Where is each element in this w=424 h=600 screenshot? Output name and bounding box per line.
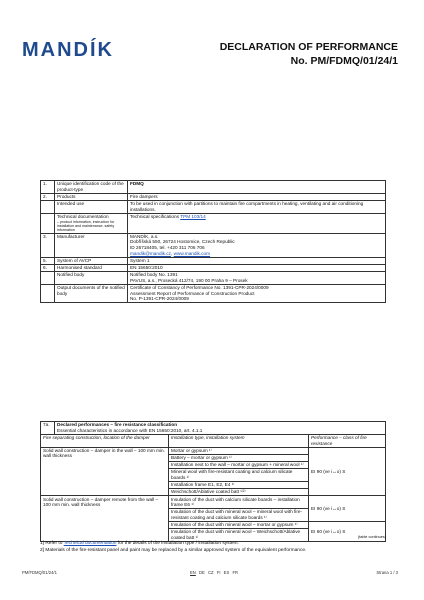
page-number: Strana 1 / 3 [376, 570, 398, 575]
section-title: Declared performances – fire resistance classification [57, 422, 178, 428]
tech-spec-text: Technical specifications [130, 214, 181, 220]
row-value: EN 15650:2010 [128, 264, 386, 271]
row-value [128, 233, 386, 257]
row-label: Notified body [55, 271, 128, 284]
document-number: No. PM/FDMQ/01/24/1 [290, 55, 398, 67]
installation-type: Mortar or gypsum ¹⁾ [169, 447, 309, 454]
lang-link-en[interactable]: EN [190, 570, 196, 575]
technical-documentation-link[interactable]: Technical documentation [63, 541, 117, 546]
installation-type: Installation frame E1, E2, E4 ¹⁾ [169, 481, 309, 488]
table-row [41, 257, 386, 264]
section-subtitle: Essential characteristics in accordance with EN 15650:2010, art. 4.1.1 [57, 427, 203, 433]
row-value: Fire dampers [128, 193, 386, 200]
footnote-2: 2] Materials of the fire-resistant panel and paint may be replaced by a similar approved system of the equivalent performance. [40, 548, 307, 553]
performance-class: EI 60 (ve i↔o) S [309, 521, 386, 541]
lang-link-fi[interactable]: FI [216, 570, 221, 575]
section-number: 7a. [41, 422, 55, 435]
row-number [41, 284, 55, 302]
row-value: FDMQ [128, 181, 386, 194]
table-row [41, 233, 386, 257]
performance-class: EI 90 (ve i↔o) S [309, 447, 386, 496]
group-label: Solid wall construction – damper in the wall – 100 mm min. wall thickness [41, 447, 169, 496]
table-row [41, 271, 386, 284]
language-links [190, 570, 240, 575]
row-label: System of AVCP [55, 257, 128, 264]
row-number [41, 213, 55, 233]
column-header-installation: Installation type, installation system [169, 434, 309, 447]
row-label: Harmonised standard [55, 264, 128, 271]
installation-type: Insulation of the duct with calcium silicate boards – installation frame E6 ¹⁾ [169, 496, 309, 509]
row-label: Intended use [55, 200, 128, 213]
lang-link-cz[interactable]: CZ [208, 570, 214, 575]
table-row [41, 284, 386, 302]
row-label-note: – product information, instruction for installation and maintenance, safety information [57, 219, 115, 233]
notified-body-address: PAVUS, a.s., Prosecká 412/74, 190 00 Praha 9 – Prosek [130, 277, 248, 283]
table-row [41, 200, 386, 213]
installation-type: Installation next to the wall – mortar or gypsum + mineral wool ¹⁾ [169, 461, 309, 468]
row-label: Unique identification code of the product-type [55, 181, 128, 194]
tpm-link[interactable]: TPM 103/14 [180, 214, 206, 220]
row-label: Manufacturer [55, 233, 128, 257]
row-number: 5. [41, 257, 55, 264]
table-continues: (table continues) [357, 535, 386, 539]
row-number: 1. [41, 181, 55, 194]
column-header-performance: Performance – class of fire resistance [309, 434, 386, 447]
row-number: 2. [41, 193, 55, 200]
installation-type: Mineral wool with fire-resistant coating and calcium silicate boards ¹⁾ [169, 469, 309, 482]
row-value [128, 213, 386, 233]
installation-type: Insulation of the duct with mineral wool – mortar or gypsum ¹⁾ [169, 521, 309, 528]
table-header-row [41, 422, 386, 435]
notified-body-number: Notified body No. 1391 [130, 272, 178, 278]
product-info-table [40, 180, 386, 303]
row-number: 3. [41, 233, 55, 257]
row-number: 6. [41, 264, 55, 271]
lang-link-es[interactable]: ES [223, 570, 230, 575]
column-header-row [41, 434, 386, 447]
table-row [41, 193, 386, 200]
table-row [41, 181, 386, 194]
assessment-report-line: Assessment Report of Performance of Construction Product [130, 290, 255, 296]
row-label: Output documents of the notified body [55, 284, 128, 302]
manufacturer-address: Dobříšská 550, 26724 Hostomice, Czech Republic [130, 239, 235, 245]
lang-link-de[interactable]: DE [199, 570, 205, 575]
mandik-logo-mark [22, 38, 122, 60]
document-header [220, 40, 398, 68]
footnote-1 [40, 541, 390, 547]
installation-type: Insulation of the duct with mineral wool – mineral wool with fire-resistant coating and calcium silicate boards ¹⁾ [169, 509, 309, 522]
website-link[interactable]: www.mandik.com [173, 250, 211, 256]
assessment-number-line: No. P-1391-CPR-2024/0009 [130, 296, 189, 302]
table-row [41, 496, 386, 509]
row-number [41, 200, 55, 213]
row-label-main: Technical documentation [57, 214, 109, 220]
document-title: DECLARATION OF PERFORMANCE [219, 41, 398, 53]
table-row [41, 264, 386, 271]
installation-type: Battery – mortar or gypsum ¹⁾ [169, 454, 309, 461]
footnote-1-prefix: 1] Refer to [40, 541, 64, 546]
logo-text: MANDÍK [22, 39, 114, 60]
installation-type: Weichschott/Ablative coated batt ¹⁾²⁾ [169, 489, 309, 496]
row-label: Products [55, 193, 128, 200]
row-value [128, 284, 386, 302]
row-value [128, 271, 386, 284]
footer-doc-id: PM/FDMQ/01/24/1 [22, 570, 57, 575]
table-row [41, 447, 386, 454]
row-value: To be used in conjunction with partitions to maintain fire compartments in heating, ventilating and air conditioning installations. [128, 200, 386, 213]
row-number [41, 271, 55, 284]
footnote-1-suffix: for the details of the installation type / installation system. [116, 541, 239, 546]
column-header-construction: Fire separating construction, location of the damper [41, 434, 169, 447]
table-row [41, 213, 386, 233]
mandik-logo [22, 38, 122, 65]
row-value: System 1 [128, 257, 386, 264]
fire-resistance-table [40, 421, 386, 542]
certificate-line: Certificate of Constancy of Performance No. 1391-CPR-2024/0009 [130, 284, 269, 290]
row-label [55, 213, 128, 233]
manufacturer-name: MANDÍK, a.s. [130, 233, 159, 239]
installation-type: Insulation of the duct with mineral wool – Weichschott/Ablative coated batt ¹⁾ [169, 529, 309, 542]
lang-link-fr[interactable]: FR [232, 570, 239, 575]
performance-class: EI 90 (ve i↔o) S [309, 496, 386, 522]
section-heading [55, 422, 386, 435]
link-separator: , [170, 250, 174, 256]
manufacturer-contact: ID 26718405, tel. +420 311 706 706 [130, 245, 205, 251]
group-label: Solid wall construction – damper remote from the wall – 100 mm min. wall thickness [41, 496, 169, 542]
email-link[interactable]: mandik@mandik.cz [130, 250, 171, 256]
